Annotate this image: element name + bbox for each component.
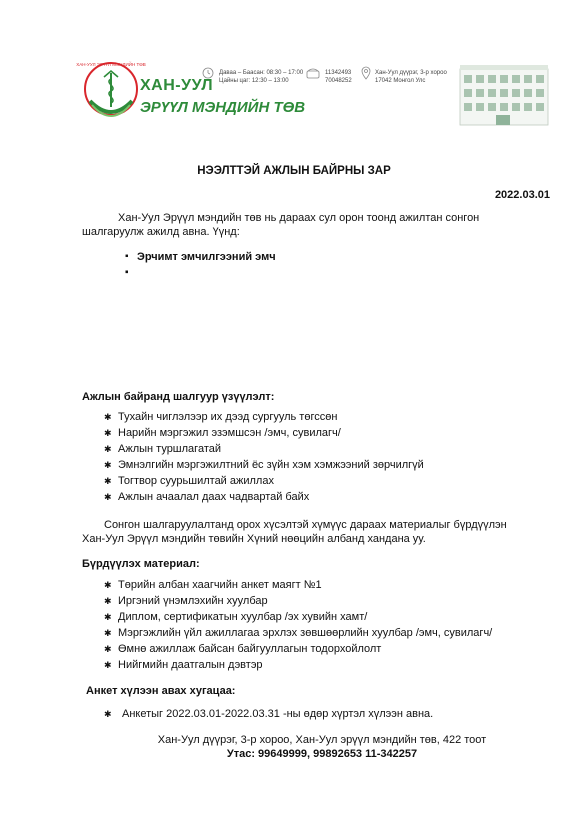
letterhead xyxy=(76,55,550,133)
footer-address: Хан-Уул дүүрэг, 3-р хороо, Хан-Уул эрүүл мэндийн төв, 422 тоот xyxy=(157,734,487,746)
vacancy-list xyxy=(137,249,276,265)
document-title: НЭЭЛТТЭЙ АЖЛЫН БАЙРНЫ ЗАР xyxy=(197,165,391,177)
list-item: ✱ Ажлын ачаалал даах чадвартай байх xyxy=(104,491,310,503)
list-item: ✱ Өмнө ажиллаж байсан байгууллагын тодорхойлолт xyxy=(104,643,382,655)
materials-list xyxy=(104,577,492,673)
asterisk-bullet-icon: ✱ xyxy=(104,492,112,502)
footer-phone: Утас: 99649999, 99892653 11-342257 xyxy=(226,748,418,760)
brand-name-line1: ХАН-УУЛ xyxy=(140,77,214,94)
phone-numbers: 11342493 70048252 xyxy=(325,70,352,84)
svg-text:ХАН-УУЛ ЭРҮҮЛ МЭНДИЙН ТӨВ: ХАН-УУЛ ЭРҮҮЛ МЭНДИЙН ТӨВ xyxy=(76,62,146,67)
list-item: ✱ Нарийн мэргэжил эзэмшсэн /эмч, сувилагч/ xyxy=(104,427,341,439)
asterisk-bullet-icon: ✱ xyxy=(104,460,112,470)
list-item: ✱ Ажлын туршлагатай xyxy=(104,443,221,455)
requirements-heading: Ажлын байранд шалгуур үзүүлэлт: xyxy=(82,391,275,403)
building-illustration xyxy=(450,63,550,127)
materials-heading: Бүрдүүлэх материал: xyxy=(82,558,200,570)
asterisk-bullet-icon: ✱ xyxy=(104,412,112,422)
list-item: ✱ Мэргэжлийн үйл ажиллагаа эрхлэх зөвшөөрлийн хуулбар /эмч, сувилагч/ xyxy=(104,627,493,639)
list-item: ✱ Анкетыг 2022.03.01-2022.03.31 -ны өдөр хүртэл хүлээн авна. xyxy=(104,708,434,720)
deadline-heading: Анкет хүлээн авах хугацаа: xyxy=(86,685,236,697)
address: Хан-Уул дүүрэг, 3-р хороо 17042 Монгол Улс xyxy=(375,70,447,84)
asterisk-bullet-icon: ✱ xyxy=(104,644,112,654)
list-item: ✱ Тогтвор суурьшилтай ажиллах xyxy=(104,475,274,487)
asterisk-bullet-icon: ✱ xyxy=(104,444,112,454)
list-item: ✱ Тухайн чиглэлээр их дээд сургууль төгссөн xyxy=(104,411,338,423)
asterisk-bullet-icon: ✱ xyxy=(104,660,112,670)
brand-name-line2: ЭРҮҮЛ МЭНДИЙН ТӨВ xyxy=(140,99,306,116)
list-item: ✱ Эмнэлгийн мэргэжилтний ёс зүйн хэм хэмжээний зөрчилгүй xyxy=(104,459,424,471)
working-hours: Даваа – Баасан: 08:30 – 17:00 Цайны цаг: 12:30 – 13:00 xyxy=(219,70,304,84)
application-paragraph: Сонгон шалгаруулалтанд орох хүсэлтэй хүмүүс дараах материалыг бүрдүүлэн Хан-Уул Эрүүл мэндийн төвийн Хүний нөөцийн албанд хандана уу. xyxy=(82,519,507,545)
asterisk-bullet-icon: ✱ xyxy=(104,596,112,606)
asterisk-bullet-icon: ✱ xyxy=(104,709,112,719)
deadline-list xyxy=(104,706,433,722)
list-item: ✱ Иргэний үнэмлэхийн хуулбар xyxy=(104,595,268,607)
list-item: ✱ Нийгмийн даатгалын дэвтэр xyxy=(104,659,263,671)
document-date: 2022.03.01 xyxy=(494,189,550,201)
intro-paragraph: Хан-Уул Эрүүл мэндийн төв нь дараах сул орон тоонд ажилтан сонгон шалгаруулж ажилд авна. Үүнд: xyxy=(82,212,480,238)
phone-icon xyxy=(306,67,320,79)
clinic-logo xyxy=(76,55,146,127)
asterisk-bullet-icon: ✱ xyxy=(104,476,112,486)
asterisk-bullet-icon: ✱ xyxy=(104,428,112,438)
asterisk-bullet-icon: ✱ xyxy=(104,612,112,622)
asterisk-bullet-icon: ✱ xyxy=(104,580,112,590)
list-item: ▪ Эрчимт эмчилгээний эмч xyxy=(137,249,276,265)
list-item: ✱ Диплом, сертификатын хуулбар /эх хувийн хамт/ xyxy=(104,611,368,623)
requirements-list xyxy=(104,409,424,505)
asterisk-bullet-icon: ✱ xyxy=(104,628,112,638)
list-item: ✱ Төрийн албан хаагчийн анкет маягт №1 xyxy=(104,579,322,591)
clock-icon xyxy=(202,67,214,79)
location-pin-icon xyxy=(361,66,371,80)
